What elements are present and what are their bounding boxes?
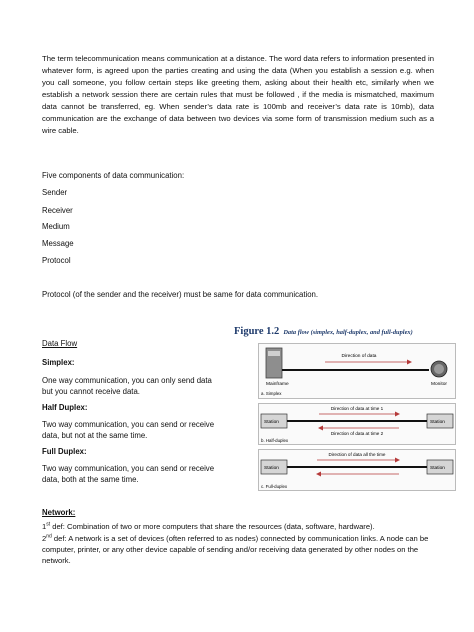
half-duplex-diagram <box>259 404 455 444</box>
arrow-head-icon <box>395 458 400 463</box>
simplex-caption: a. Simplex <box>261 391 282 396</box>
arrow-head-icon <box>318 426 323 431</box>
simplex-direction-label: Direction of data <box>341 354 377 359</box>
half-duplex-title: Half Duplex: <box>42 403 88 412</box>
full-duplex-title: Full Duplex: <box>42 447 87 456</box>
arrow-head-icon <box>316 472 321 477</box>
station-label-right: Station <box>430 420 445 425</box>
protocol-note: Protocol (of the sender and the receiver) must be same for data communication. <box>42 290 319 299</box>
full-duplex-direction: Direction of data all the time <box>328 452 386 457</box>
monitor-label: Monitor <box>431 382 447 387</box>
full-duplex-diagram <box>259 450 455 490</box>
mainframe-label: Mainframe <box>266 382 289 387</box>
full-duplex-text-line: Two way communication, you can send or receive <box>42 464 215 473</box>
component-item: Sender <box>42 188 68 197</box>
dataflow-heading: Data Flow <box>42 339 78 348</box>
intro-paragraph: The term telecommunication means communication at a distance. The word data refers to information presented in whatever form, is agreed upon the parties creating and using the data (When you establish a session e.g. when you call someone, you follow certain steps like greeting them, asking about their health etc, similarly when we establish a network session there are certain rules that must be followed , if the media is mismatched, maximum data cannot be transferred, eg. When sender’s data rate is 100mb and receiver’s data rate is 10mb), data communication are the exchange of data between two devices via some form of transmission medium such as a wire cable. <box>42 54 434 135</box>
component-item: Protocol <box>42 256 71 265</box>
simplex-text-line: but you cannot receive data. <box>42 387 140 396</box>
station-label-right: Station <box>430 466 445 471</box>
components-heading: Five components of data communication: <box>42 171 185 180</box>
network-def-1: 1st def: Combination of two or more computers that share the resources (data, software, hardware). <box>42 521 375 531</box>
figure-number: Figure 1.2 <box>234 326 280 337</box>
network-heading: Network: <box>42 508 76 517</box>
arrow-head-icon <box>407 360 412 365</box>
monitor-screen-icon <box>434 364 444 374</box>
figure-title <box>234 321 413 339</box>
half-duplex-direction-2: Direction of data at time 2 <box>330 431 384 436</box>
component-item: Medium <box>42 222 70 231</box>
component-item: Receiver <box>42 206 73 215</box>
simplex-panel <box>258 343 456 399</box>
simplex-text-line: One way communication, you can only send data <box>42 376 212 385</box>
full-duplex-text-line: data, both at the same time. <box>42 475 139 484</box>
component-item: Message <box>42 239 74 248</box>
station-label-left: Station <box>264 466 279 471</box>
simplex-diagram <box>259 344 455 398</box>
half-duplex-direction-1: Direction of data at time 1 <box>330 406 384 411</box>
simplex-title: Simplex: <box>42 358 75 367</box>
mainframe-panel-icon <box>268 351 280 356</box>
half-duplex-caption: b. Half-duplex <box>261 438 289 443</box>
half-duplex-text-line: Two way communication, you can send or receive <box>42 420 215 429</box>
figure-caption: Data flow (simplex, half-duplex, and full-duplex) <box>283 329 413 336</box>
full-duplex-caption: c. Full-duplex <box>261 484 288 489</box>
arrow-head-icon <box>395 412 400 417</box>
half-duplex-text-line: data, but not at the same time. <box>42 431 148 440</box>
half-duplex-panel <box>258 403 456 445</box>
network-def-2: 2nd def: A network is a set of devices (often referred to as nodes) connected by communication links. A node can be computer, printer, or any other device capable of sending and/or receiving data generated by other nodes on the network. <box>42 533 429 566</box>
data-flow-figure <box>230 321 456 491</box>
full-duplex-panel <box>258 449 456 491</box>
station-label-left: Station <box>264 420 279 425</box>
